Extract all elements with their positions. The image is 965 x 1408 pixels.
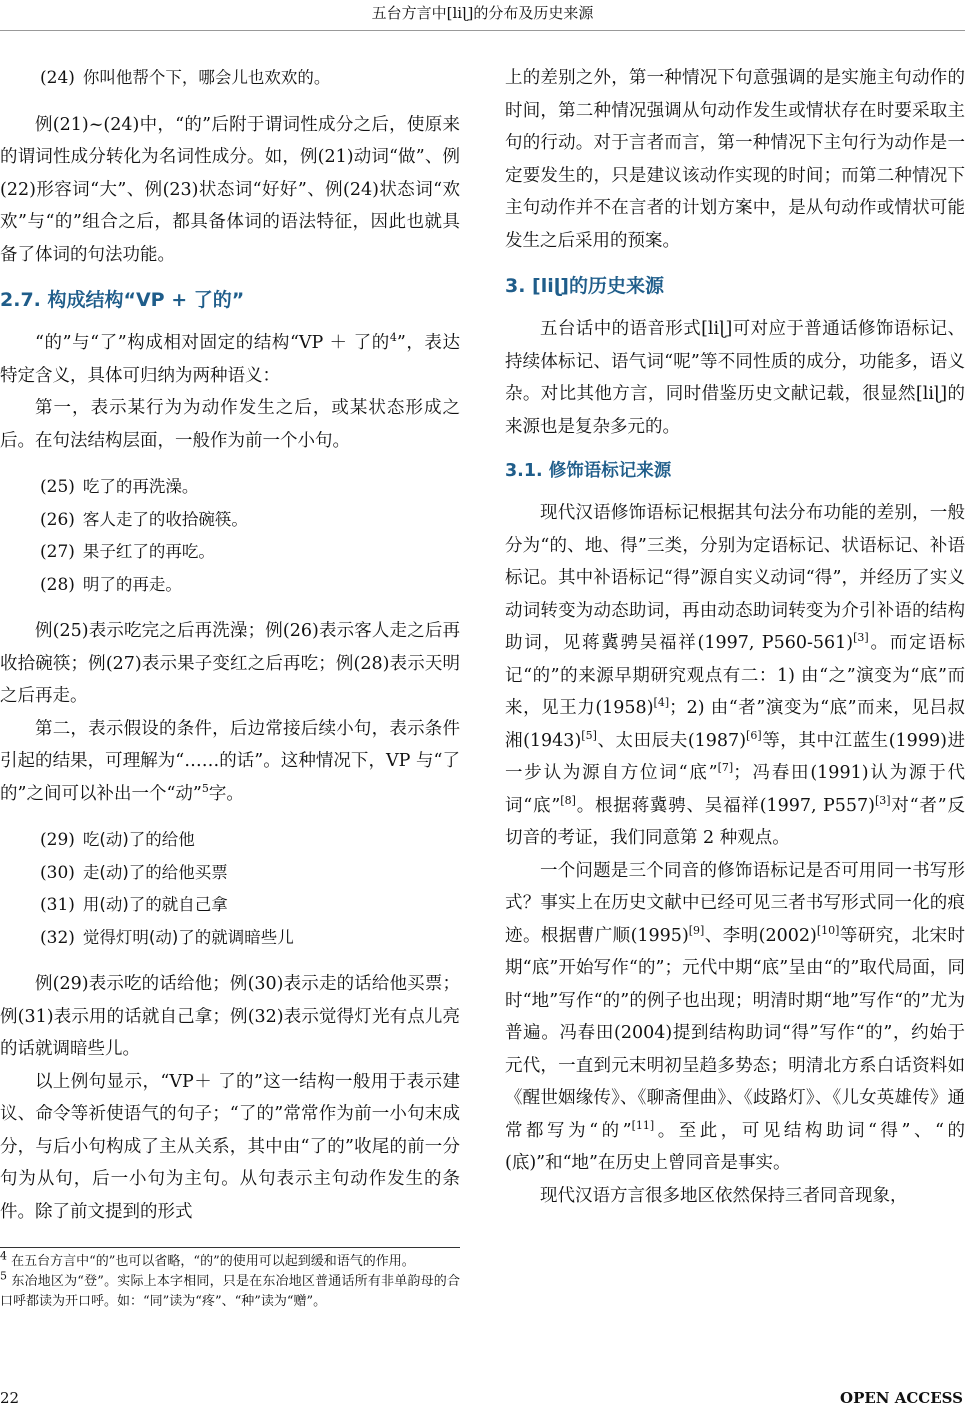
page-number: 22 <box>0 1389 20 1407</box>
example-group <box>0 471 460 601</box>
example-32: (32) 觉得灯明(动)了的就调暗些儿 <box>40 927 294 948</box>
citation-ref[interactable]: [6] <box>746 728 762 742</box>
citation-ref[interactable]: [10] <box>816 923 840 937</box>
example-28: (28) 明了的再走。 <box>40 574 182 595</box>
footnote-rule <box>0 1247 460 1248</box>
section-heading-3: 3. [liɭ]的历史来源 <box>505 275 664 297</box>
paragraph: 上的差别之外，第一种情况下句意强调的是实施主句动作的时间，第二种情况强调从句动作发生或情状存在时要采取主句的行动。对于言者而言，第一种情况下主句行为动作是一定要发生的，只是建议该动作实现的时间；而第二种情况下主句动作并不在言者的计划方案中，是从句动作或情状可能发生之后采用的预案。 <box>505 68 965 251</box>
paragraph: 现代汉语方言很多地区依然保持三者同音现象， <box>540 1185 908 1206</box>
header-rule <box>0 30 965 31</box>
paragraph: “的”与“了”构成相对固定的结构“VP ＋ 了的$^4$”，表达特定含义，具体可归纳为两种语义： <box>0 331 460 386</box>
citation-ref[interactable]: [9] <box>688 923 705 937</box>
example-31: (31) 用(动)了的就自己拿 <box>40 895 228 915</box>
example-27: (27) 果子红了的再吃。 <box>40 542 215 562</box>
paragraph: 以上例句显示，“VP＋ 了的”这一结构一般用于表示建议、命令等祈使语气的句子；“了的”常常作为前一小句末成分，与后小句构成了主从关系，其中由“了的”收尾的前一分句为从句，后一小句为主句。从句表示主句动作发生的条件。除了前文提到的形式 <box>0 1071 460 1222</box>
paragraph: 例(21)~(24)中，“的”后附于谓词性成分之后，使原来的谓词性成分转化为名词性成分。如，例(21)动词“做”、例(22)形容词“大”、例(23)状态词“好好”、例(24)状态词“欢欢”与“的”组合之后，都具备体词的语法特征，因此也就具备了体词的句法功能。 <box>0 114 460 265</box>
citation-ref[interactable]: [3] <box>853 631 869 645</box>
paragraph: 第二，表示假设的条件，后边常接后续小句，表示条件引起的结果，可理解为“……的话”。这种情况下，VP 与“了的”之间可以补出一个“动”$^5$字。 <box>0 718 460 804</box>
paragraph: 第一，表示某行为为动作发生之后，或某状态形成之后。在句法结构层面，一般作为前一个小句。 <box>0 398 460 451</box>
right-column <box>505 62 965 1212</box>
footnote-5: $^5$ 东冶地区为“登”。实际上本字相同，只是在东冶地区普通话所有非单韵母的合口呼都读为开口呼。如：“同”读为“疼”、“种”读为“赠”。 <box>0 1269 460 1309</box>
section-heading-3-1: 3.1. 修饰语标记来源 <box>505 461 672 481</box>
example-29: (29) 吃(动)了的给他 <box>40 830 195 850</box>
left-column <box>0 62 460 1228</box>
citation-ref[interactable]: [11] <box>631 1118 655 1132</box>
citation-ref[interactable]: [7] <box>717 761 734 775</box>
open-access-label: OPEN ACCESS <box>840 1389 963 1407</box>
footnotes <box>0 1249 460 1312</box>
section-heading-2-7: 2.7. 构成结构“VP + 了的” <box>0 289 245 311</box>
example-24: (24) 你叫他帮个下，哪会儿也欢欢的。 <box>40 68 331 88</box>
citation-ref[interactable]: [5] <box>581 728 597 742</box>
paragraph: 例(29)表示吃的话给他；例(30)表示走的话给他买票；例(31)表示用的话就自己拿；例(32)表示觉得灯光有点儿亮的话就调暗些儿。 <box>0 974 460 1059</box>
citation-ref[interactable]: [4] <box>653 696 670 710</box>
footnote-ref-5[interactable]: 5 <box>201 781 209 795</box>
paragraph: 五台话中的语音形式[liɭ]可对应于普通话修饰语标记、持续体标记、语气词“呢”等不同性质的成分，功能多，语义杂。对比其他方言，同时借鉴历史文献记载，很显然[liɭ]的来源也是复杂多元的。 <box>505 319 965 437</box>
paragraph: 例(25)表示吃完之后再洗澡；例(26)表示客人走之后再收拾碗筷；例(27)表示果子变红之后再吃；例(28)表示天明之后再走。 <box>0 621 460 706</box>
running-header: 五台方言中[liɭ]的分布及历史来源 <box>371 4 594 22</box>
footnote-ref-4[interactable]: 4 <box>389 331 397 345</box>
example-30: (30) 走(动)了的给他买票 <box>40 862 228 883</box>
example-26: (26) 客人走了的收拾碗筷。 <box>40 509 248 530</box>
example-group <box>0 824 460 954</box>
paragraph: 一个问题是三个同音的修饰语标记是否可用同一书写形式？事实上在历史文献中已经可见三者书写形式同一化的痕迹。根据曹广顺(1995)[9]、李明(2002)[10]等研究，北宋时期“底”开始写作“的”；元代中期“底”呈由“的”取代局面，同时“地”写作“的”的例子也出现；明清时期“地”写作“的”尤为普遍。冯春田(2004)提到结构助词“得”写作“的”，约始于元代，一直到元末明初呈趋多势态；明清北方系白话资料如《醒世姻缘传》、《聊斋俚曲》、《歧路灯》、《儿女英雄传》通常都写为“的”[11]。至此，可见结构助词“得”、“的(底)”和“地”在历史上曾同音是事实。 <box>505 860 965 1173</box>
footnote-4: $^4$ 在五台方言中“的”也可以省略，“的”的使用可以起到缓和语气的作用。 <box>0 1249 415 1269</box>
example-25: (25) 吃了的再洗澡。 <box>40 477 199 497</box>
citation-ref[interactable]: [8] <box>560 793 576 807</box>
citation-ref[interactable]: [3] <box>874 793 891 807</box>
paragraph: 现代汉语修饰语标记根据其句法分布功能的差别，一般分为“的、地、得”三类，分别为定语标记、状语标记、补语标记。其中补语标记“得”源自实义动词“得”，并经历了实义动词转变为动态助词，再由动态助词转变为介引补语的结构助词，见蒋冀骋吴福祥(1997, P560-561)[3]。而定语标记“的”的来源早期研究观点有二：1) 由“之”演变为“底”而来，见王力(1958)[4]；2) 由“者”演变为“底”而来，见吕叔湘(1943)[5]、太田辰夫(1987)[6]等，其中江蓝生(1999)进一步认为源自方位词“底”[7]；冯春田(1991)认为源于代词“底”[8]。根据蒋冀骋、吴福祥(1997, P557)[3]对“者”反切音的考证，我们同意第 2 种观点。 <box>505 503 965 848</box>
